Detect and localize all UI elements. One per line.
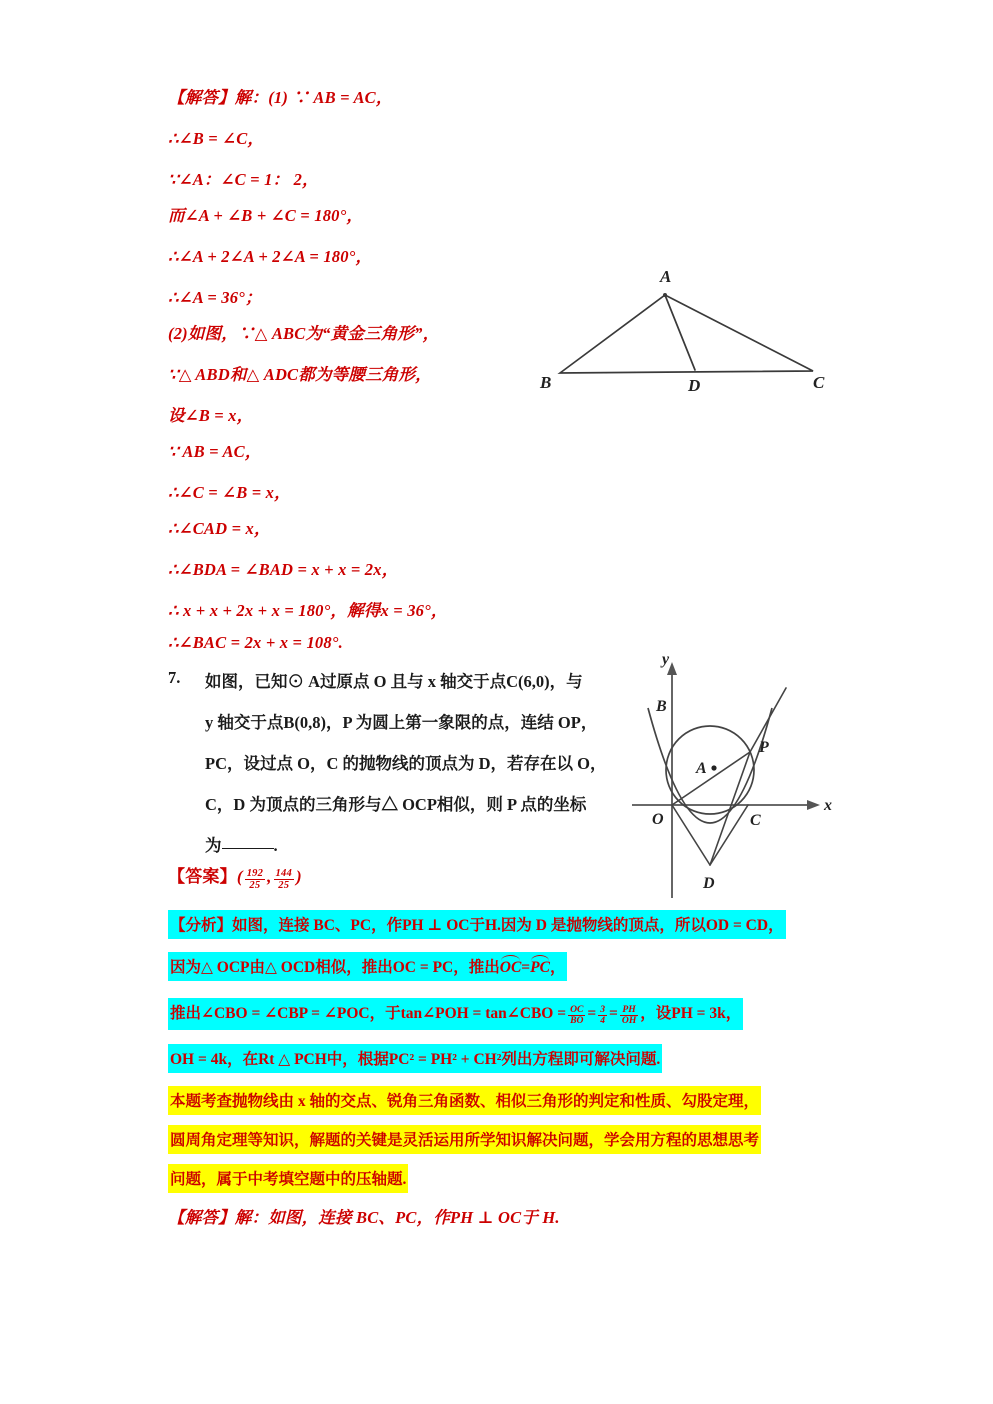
svg-text:A: A [696,760,707,777]
fraction-three-fourths [598,1005,607,1026]
fraction-denominator: 25 [245,879,265,891]
analysis-equals: = [521,959,531,976]
question-line: 如图，已知⊙ A过原点 O 且与 x 轴交于点C(6,0)，与 [205,672,583,691]
fraction-numerator: PH [622,1004,636,1016]
solution-line: 【解答】解：(1) ∵ AB = AC， [168,88,393,107]
fraction-numerator: OC [570,1004,584,1016]
solution-line: ∴∠A + 2∠A + 2∠A = 180°， [168,247,373,266]
analysis-line-text: 因为△ OCP由△ OCD相似，推出OC = PC，推出 [170,959,500,976]
solution-line: 而∠A + ∠B + ∠C = 180°， [168,206,364,225]
question-line-last [205,832,278,856]
fraction-numerator: 3 [600,1004,606,1016]
analysis-line-text: 推出∠CBO = ∠CBP = ∠POC，于tan∠POH = tan∠CBO = [170,1005,567,1022]
answer-line [168,862,302,891]
fraction-numerator: 144 [275,867,292,879]
solution-line: ∵ AB = AC， [168,442,262,461]
solution-line: 设∠B = x， [168,406,254,425]
commentary-line: 本题考查抛物线由 x 轴的交点、锐角三角函数、相似三角形的判定和性质、勾股定理， [168,1086,761,1115]
fraction-ph-oh [620,1005,638,1026]
svg-text:P: P [759,739,769,756]
question-period: . [273,836,278,855]
fraction-denominator: 25 [274,879,294,891]
solution-line: ∵∠A：∠C = 1： 2， [168,170,319,189]
triangle-figure [520,258,850,398]
fraction-numerator: 192 [246,867,264,879]
solution-line: ∴∠BAC = 2x + x = 108°. [168,633,343,652]
answer-close-paren: ) [295,867,302,886]
svg-text:B: B [656,698,667,715]
arc-oc: OC [499,959,522,976]
answer-comma: , [267,867,272,886]
solution-line: ∵△ ABD和△ ADC都为等腰三角形， [168,365,432,384]
commentary-line: 问题，属于中考填空题中的压轴题. [168,1164,408,1193]
question-line-tail: 为 [205,836,222,855]
svg-text:D: D [703,875,715,892]
commentary-line: 圆周角定理等知识，解题的关键是灵活运用所学知识解决问题，学会用方程的思想思考 [168,1125,761,1154]
solution-line: ∴∠B = ∠C， [168,129,265,148]
svg-text:C: C [813,373,825,392]
solution-line: ∴∠BDA = ∠BAD = x + x = 2x， [168,560,399,579]
solution-line: ∴∠A = 36°； [168,288,262,307]
solution-line: ∴∠CAD = x， [168,519,271,538]
analysis-line-tail: ，设PH = 3k， [640,1005,742,1022]
svg-text:O: O [652,811,664,828]
analysis-line-tail: ， [549,959,566,976]
fraction-denominator: OH [621,1015,637,1027]
solution-line: (2)如图，∵△ ABC为“黄金三角形”， [168,324,440,343]
question-line: y 轴交于点B(0,8)，P 为圆上第一象限的点，连结 OP， [205,713,598,732]
question-line: C，D 为顶点的三角形与△ OCP相似，则 P 点的坐标 [205,795,587,814]
analysis-line: 推出∠CBO = ∠CBP = ∠POC，于tan∠POH = tan∠CBO = $\frac{OC}{BO}$ = $\frac{3}{4}$ = $\frac{PH}{OH}$ ，设PH = 3k， [168,998,743,1030]
question-number: 7. [168,668,181,687]
svg-text:A: A [660,267,672,286]
solution-bottom-line: 【解答】解：如图，连接 BC、PC，作PH ⊥ OC于 H. [168,1208,560,1227]
question-line: PC，设过点 O，C 的抛物线的顶点为 D，若存在以 O， [205,754,607,773]
answer-fraction-x [245,868,265,891]
svg-text:C: C [750,812,761,829]
circle-parabola-figure [626,648,866,898]
answer-fraction-y [274,868,294,891]
arc-pc: PC [530,959,550,976]
answer-blank[interactable] [222,847,274,849]
fraction-denominator: 4 [600,1015,606,1027]
analysis-line: OH = 4k，在Rt △ PCH中，根据PC² = PH² + CH²列出方程即可解决问题. [168,1044,662,1073]
analysis-line: 【分析】如图，连接 BC、PC，作PH ⊥ OC于H.因为 D 是抛物线的顶点，所以OD = CD， [168,910,786,939]
svg-text:D: D [688,376,701,395]
svg-text:B: B [540,373,552,392]
analysis-line [168,952,567,981]
fraction-oc-bo [568,1005,585,1026]
solution-line: ∴ x + x + 2x + x = 180°，解得x = 36°， [168,601,448,620]
answer-open-paren: ( [236,867,243,886]
svg-text:x: x [824,797,832,814]
fraction-denominator: BO [570,1015,584,1027]
solution-line: ∴∠C = ∠B = x， [168,483,291,502]
svg-text:y: y [662,651,670,668]
answer-label: 【答案】 [168,867,237,887]
